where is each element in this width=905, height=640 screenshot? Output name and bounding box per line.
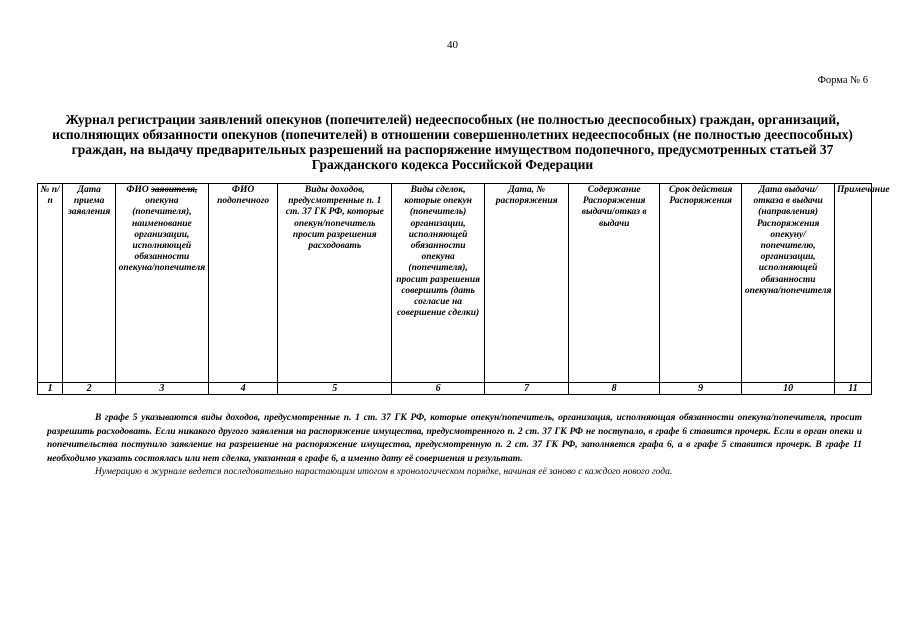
column-number: 7	[485, 383, 569, 395]
header-cell-10: Дата выдачи/отказа в выдачи (направления) Распоряжения опекуну/ попечителю, организации, исполняющей обязанности опекуна/попечителя	[742, 184, 835, 383]
header-cell-3-text: опекуна (попечителя), наименование организации, исполняющей обязанности опекуна/попечителя	[118, 196, 206, 274]
form-number: Форма № 6	[817, 75, 868, 86]
header-cell-4: ФИО подопечного	[208, 184, 278, 383]
header-cell-7: Дата, № распоряжения	[485, 184, 569, 383]
header-cell-1: № п/п	[38, 184, 63, 383]
notes	[47, 412, 862, 480]
header-cell-2: Дата приема заявления	[63, 184, 116, 383]
header-cell-9: Срок действия Распоряжения	[660, 184, 742, 383]
column-number: 9	[660, 383, 742, 395]
header-row	[38, 184, 872, 383]
column-number: 5	[278, 383, 392, 395]
column-number: 1	[38, 383, 63, 395]
header-cell-6: Виды сделок, которые опекун (попечитель) организации, исполняющей обязанности опекуна (попечителя), просит разрешения совершить (дать согласие на совершение сделки)	[392, 184, 485, 383]
column-number: 6	[392, 383, 485, 395]
header-cell-3-struck-word: заявителя,	[151, 185, 198, 195]
header-cell-3: ФИО заявителя, опекуна (попечителя), наименование организации, исполняющей обязанности опекуна/попечителя	[116, 184, 209, 383]
column-number: 4	[208, 383, 278, 395]
column-number: 10	[742, 383, 835, 395]
header-cell-11: Примечание	[835, 184, 872, 383]
column-number: 8	[569, 383, 660, 395]
note-paragraph-1: В графе 5 указываются виды доходов, предусмотренные п. 1 ст. 37 ГК РФ, которые опекун/попечитель, организация, исполняющая обязанности опекуна/попечителя, просит разрешить расходовать. Если никакого другого заявления на распоряжение имущества, предусмотренного п. 2 ст. 37 ГК РФ не поступало, в графе 6 ставится прочерк. Если в орган опеки и попечительства поступило заявление на разрешение на распоряжение имущества, предусмотренную п. 2 ст. 37 ГК РФ, заполняется графа 6, а в графе 5 ставится прочерк. В графе 11 необходимо указать состоялась или нет сделка, указанная в графе 6, а именно дату её совершения и результат.	[47, 413, 862, 464]
column-number: 2	[63, 383, 116, 395]
page-number: 40	[447, 39, 458, 51]
column-number: 11	[835, 383, 872, 395]
journal-title: Журнал регистрации заявлений опекунов (попечителей) недееспособных (не полностью дееспособных) граждан, организаций, исполняющих обязанности опекунов (попечителей) в отношении совершеннолетних недееспособных (не полностью дееспособных) граждан, на выдачу предварительных разрешений на распоряжение имуществом подопечного, предусмотренных статьей 37 Гражданского кодекса Российской Федерации	[52, 112, 853, 172]
column-number-row	[38, 383, 872, 395]
column-number: 3	[116, 383, 209, 395]
journal-table	[37, 183, 890, 395]
note-paragraph-2: Нумерацию в журнале ведется последовательно нарастающим итогом в хронологическом порядке, начиная её заново с каждого нового года.	[95, 467, 673, 477]
header-cell-8: Содержание Распоряжения выдачи/отказ в выдачи	[569, 184, 660, 383]
header-cell-5: Виды доходов, предусмотренные п. 1 ст. 37 ГК РФ, которые опекун/попечитель просит разрешения расходовать	[278, 184, 392, 383]
